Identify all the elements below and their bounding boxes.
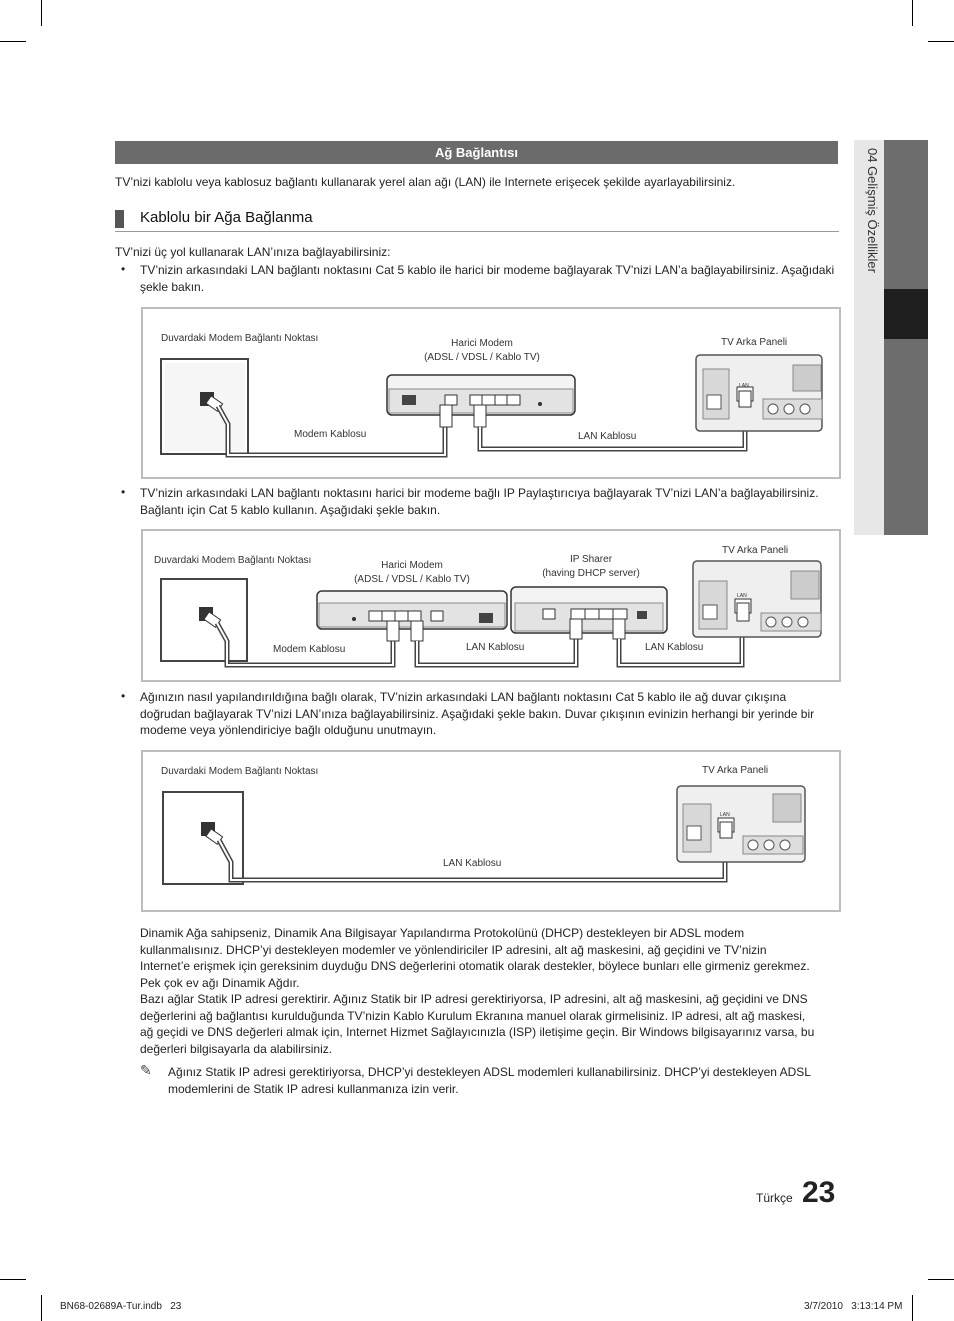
footer-timestamp: 3/7/2010 3:13:14 PM — [804, 1301, 903, 1312]
footer-file-name: BN68-02689A-Tur.indb 23 — [60, 1301, 182, 1312]
static-ip-paragraph: Bazı ağlar Statik IP adresi gerektirir. Ağınız Statik bir IP adresi gerektiriyorsa, IP adresini, alt ağ maskesini, ağ geçidini ve DNS değerlerini ağ bağlantısı kurulduğunda TV’nizin Kablo Kurulum Ekranına manuel olarak girmelisiniz. IP adresi, alt ağ maskesi, ağ geçidi ve DNS değerleri almak için, Internet Hizmet Sağlayıcınızla (ISP) iletişime geçin. Bir Windows bilgisayarınız varsa, bu değerleri bilgisayarla da alabilirsiniz. — [140, 992, 815, 1056]
lan-cable-label: LAN Kablosu — [466, 642, 525, 653]
crop-mark — [0, 41, 26, 42]
crop-mark — [928, 41, 954, 42]
modem-cable-label: Modem Kablosu — [273, 644, 346, 655]
ip-sharer-dhcp-label: (having DHCP server) — [542, 568, 640, 579]
wall-outlet-label: Duvardaki Modem Bağlantı Noktası — [161, 333, 319, 344]
crop-mark — [912, 1295, 913, 1321]
ip-sharer-label: IP Sharer — [569, 554, 613, 565]
section-title: Ağ Bağlantısı — [115, 141, 838, 164]
tv-panel-label: TV Arka Paneli — [722, 545, 789, 556]
bullet-icon: • — [121, 689, 126, 703]
bullet-text: Ağınızın nasıl yapılandırıldığına bağlı olarak, TV’nizin arkasındaki LAN bağlantı noktasını Cat 5 kablo ile ağ duvar çıkışına doğrudan bağlayarak TV’nizi LAN’ınıza bağlayabilirsiniz. Aşağıdaki şekle bakın. Duvar çıkışının evinizin herhangi bir yerinde bir modeme veya yönlendiriciye bağlı olduğunu unutmayın. — [140, 690, 815, 737]
chapter-tab-marker — [884, 289, 928, 339]
crop-mark — [0, 1279, 26, 1280]
lan-cable-label: LAN Kablosu — [578, 431, 637, 442]
modem-type-label: (ADSL / VDSL / Kablo TV) — [424, 352, 540, 363]
modem-label: Harici Modem — [451, 338, 513, 349]
page-number: 23 — [802, 1176, 836, 1209]
crop-mark — [41, 0, 42, 26]
heading-marker — [115, 210, 124, 228]
tv-panel-label: TV Arka Paneli — [721, 337, 788, 348]
tv-panel-label: TV Arka Paneli — [702, 765, 769, 776]
tv-lan-port-label: LAN — [720, 812, 730, 818]
subsection-heading — [115, 207, 839, 232]
note-text: Ağınız Statik IP adresi gerektiriyorsa, DHCP’yi destekleyen ADSL modemleri kullanabilirsiniz. DHCP’yi destekleyen ADSL modemlerini de Statik IP adresi kullanmanıza izin verir. — [168, 1065, 811, 1096]
tv-lan-port-label: LAN — [737, 593, 747, 599]
wall-outlet-label: Duvardaki Modem Bağlantı Noktası — [161, 766, 319, 777]
chapter-title: 04 Gelişmiş Özellikler — [865, 148, 880, 273]
tv-lan-port-label: LAN — [739, 383, 749, 389]
modem-label: Harici Modem — [381, 560, 443, 571]
crop-mark — [41, 1295, 42, 1321]
diagram-ip-sharer-connection — [141, 529, 841, 682]
diagram-modem-connection — [141, 307, 841, 479]
intro-text: TV’nizi kablolu veya kablosuz bağlantı kullanarak yerel alan ağı (LAN) ile Internete erişecek şekilde ayarlayabilirsiniz. — [115, 175, 736, 189]
crop-mark — [928, 1279, 954, 1280]
bullet-text: TV’nizin arkasındaki LAN bağlantı noktasını Cat 5 kablo ile harici bir modeme bağlayarak TV’nizi LAN’a bağlayabilirsiniz. Aşağıdaki şekle bakın. — [140, 263, 835, 294]
note-pencil-icon: ✎ — [140, 1062, 152, 1078]
wall-outlet-label: Duvardaki Modem Bağlantı Noktası — [154, 555, 312, 566]
modem-type-label: (ADSL / VDSL / Kablo TV) — [354, 574, 470, 585]
bullet-icon: • — [121, 485, 126, 499]
modem-cable-label: Modem Kablosu — [294, 429, 367, 440]
lead-text: TV’nizi üç yol kullanarak LAN’ınıza bağlayabilirsiniz: — [115, 245, 391, 259]
language-label: Türkçe — [756, 1191, 793, 1205]
dhcp-paragraph: Dinamik Ağa sahipseniz, Dinamik Ana Bilgisayar Yapılandırma Protokolünü (DHCP) destekleyen bir ADSL modem kullanmalısınız. DHCP’yi destekleyen modemler ve yönlendiriciler IP adresini, alt ağ maskesini, ağ geçidini ve TV’nizin Internet’e erişmek için gereksinim duyduğu DNS değerlerini otomatik olarak destekler, böylece bunları elle girmeniz gerekmez. Pek çok ev ağı Dinamik Ağdır. — [140, 926, 810, 990]
bullet-text: TV’nizin arkasındaki LAN bağlantı noktasını harici bir modeme bağlı IP Paylaştırıcıya bağlayarak TV’nizi LAN’a bağlayabilirsiniz. Bağlantı için Cat 5 kablo kullanın. Aşağıdaki şekle bakın. — [140, 486, 819, 517]
crop-mark — [912, 0, 913, 26]
subsection-title: Kablolu bir Ağa Bağlanma — [140, 209, 313, 226]
lan-cable-label: LAN Kablosu — [645, 642, 704, 653]
bullet-icon: • — [121, 262, 126, 276]
lan-cable-label: LAN Kablosu — [443, 858, 502, 869]
diagram-wall-connection — [141, 750, 841, 912]
